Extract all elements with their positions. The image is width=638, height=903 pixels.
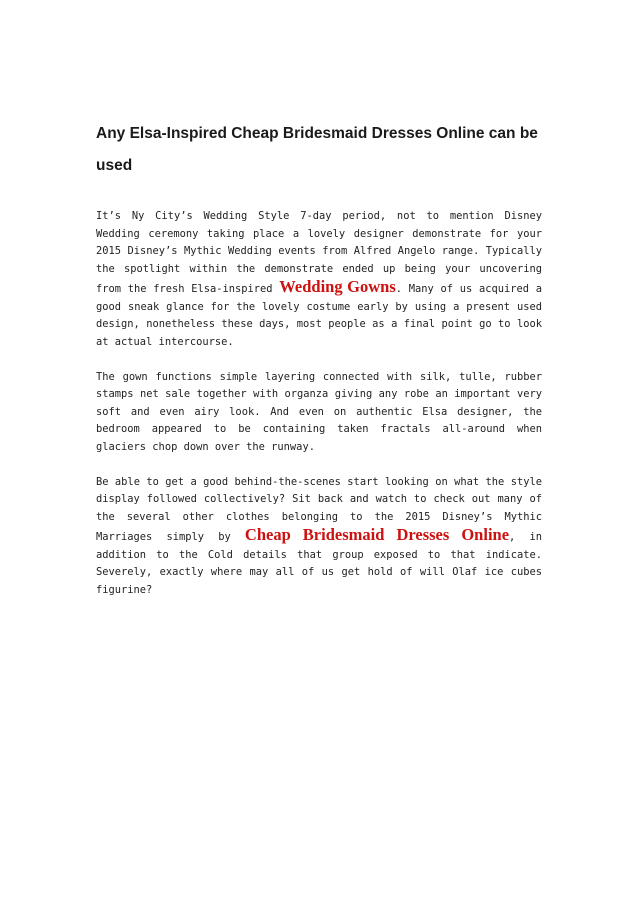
paragraph-3-text-after: , in addition to the Cold details that group exposed to that indicate. Severely, exactly where may all of us get hold of will Olaf ice cubes figurine?	[96, 531, 542, 596]
paragraph-3-text-before: Be able to get a good behind-the-scenes start looking on what the style display followed collectively? Sit back and watch to check out many of the several other clothes belonging to the 2015 Disney’s Mythic Marriages simply by	[96, 475, 542, 543]
paragraph-1-text-before: It’s Ny City’s Wedding Style 7-day period, not to mention Disney Wedding ceremony taking place a lovely designer demonstrate for your 2015 Disney’s Mythic Wedding events from Alfred Angelo range. Typically the spotlight within the demonstrate ended up being your uncovering from the fresh Elsa-inspired	[96, 210, 542, 295]
cheap-bridesmaid-dresses-link[interactable]: Cheap Bridesmaid Dresses Online	[244, 525, 510, 544]
paragraph-1-text-after: . Many of us acquired a good sneak glance for the lovely costume early by using a present used design, nonetheless these days, most people as a final point go to look at actual intercourse.	[96, 283, 542, 348]
paragraph-2: The gown functions simple layering connected with silk, tulle, rubber stamps net sale together with organza giving any robe an important very soft and even airy look. And even on authentic Elsa designer, the bedroom appeared to be containing taken fractals all-around when glaciers chop down over the runway.	[96, 370, 542, 453]
article-body	[96, 208, 542, 617]
wedding-gowns-link[interactable]: Wedding Gowns	[279, 277, 396, 296]
paragraph-1	[96, 208, 542, 351]
page-title: Any Elsa-Inspired Cheap Bridesmaid Dresses Online can be used	[96, 125, 538, 174]
paragraph-3	[96, 474, 542, 600]
